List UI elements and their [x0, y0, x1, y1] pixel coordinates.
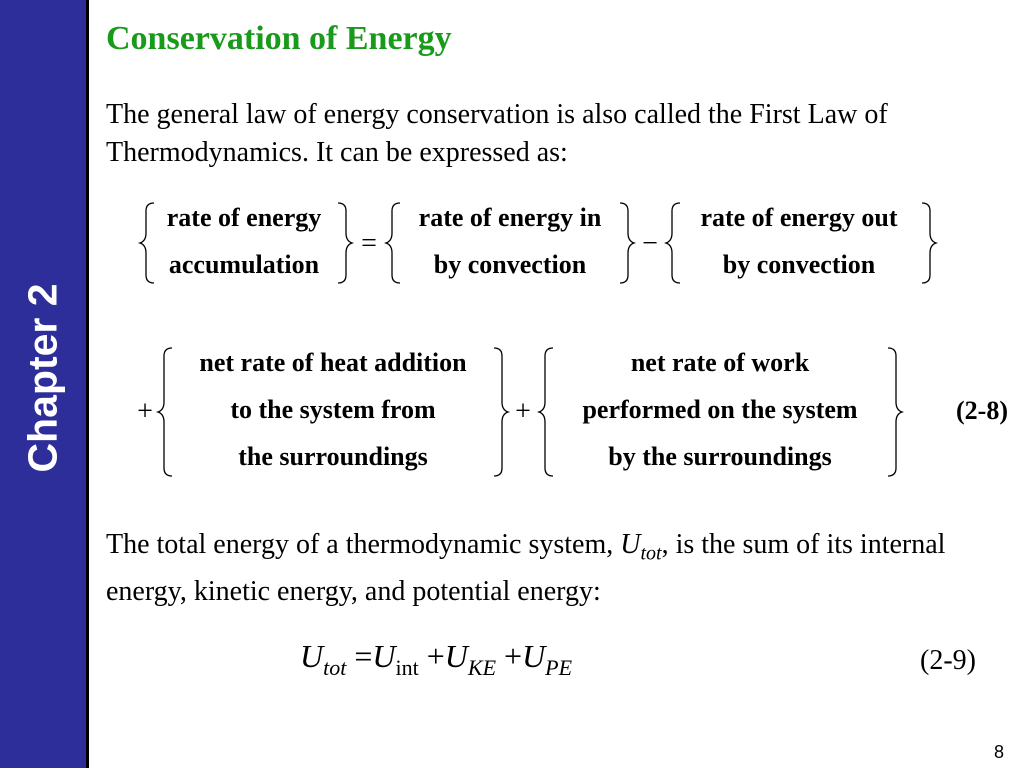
symbol-u: U — [300, 638, 324, 674]
subscript-tot: tot — [323, 655, 347, 680]
brace-left — [666, 203, 680, 283]
total-energy-paragraph — [106, 526, 1006, 611]
total-energy-symbol: U — [620, 529, 641, 560]
brace-right — [494, 348, 508, 476]
brace-right — [922, 203, 936, 283]
symbol-u: U — [372, 638, 396, 674]
eq-term-work-line1: net rate of work — [630, 348, 810, 377]
eq-term-in-line1: rate of energy in — [418, 203, 602, 232]
equation-2-9 — [300, 638, 572, 681]
eq-term-work-line3: by the surroundings — [608, 442, 832, 471]
eq-term-accumulation-line1: rate of energy — [166, 203, 322, 232]
eq-equals: = — [361, 228, 377, 259]
symbol-u: U — [444, 638, 468, 674]
eq-term-heat-line2: to the system from — [230, 395, 436, 424]
eq-equals: = — [354, 638, 373, 674]
total-energy-subscript: tot — [640, 542, 662, 565]
eq-term-heat-line3: the surroundings — [238, 442, 428, 471]
equation-number-2-9: (2-9) — [920, 645, 976, 676]
eq-plus: + — [137, 396, 153, 427]
brace-left — [386, 203, 400, 283]
eq-term-accumulation-line2: accumulation — [168, 250, 320, 279]
subscript-int: int — [395, 655, 419, 680]
eq-term-heat-line1: net rate of heat addition — [199, 348, 467, 377]
brace-left — [539, 348, 553, 476]
eq-plus: + — [515, 396, 531, 427]
subscript-pe: PE — [545, 655, 573, 680]
brace-left — [140, 203, 154, 283]
brace-left — [158, 348, 172, 476]
eq-minus: − — [642, 228, 658, 259]
eq-term-work-line2: performed on the system — [582, 395, 858, 424]
eq-term-in-line2: by convection — [433, 250, 587, 279]
subscript-ke: KE — [467, 655, 497, 680]
equation-number-2-8: (2-8) — [956, 396, 1008, 425]
brace-right — [338, 203, 352, 283]
total-energy-text: The total energy of a thermodynamic system, — [106, 529, 621, 560]
eq-plus: + — [426, 638, 445, 674]
eq-plus: + — [504, 638, 523, 674]
page-number: 8 — [993, 742, 1004, 762]
eq-term-out-line2: by convection — [722, 250, 876, 279]
brace-right — [620, 203, 634, 283]
brace-right — [888, 348, 902, 476]
slide-title: Conservation of Energy — [106, 20, 452, 57]
symbol-u: U — [522, 638, 546, 674]
eq-term-out-line1: rate of energy out — [700, 203, 898, 232]
intro-paragraph: The general law of energy conservation is also called the First Law of Thermodynamics. It can be expressed as: — [106, 99, 888, 168]
chapter-label: Chapter 2 — [19, 283, 66, 473]
total-energy-text-end: , is the sum of its internal energy, kinetic energy, and potential energy: — [106, 529, 946, 607]
